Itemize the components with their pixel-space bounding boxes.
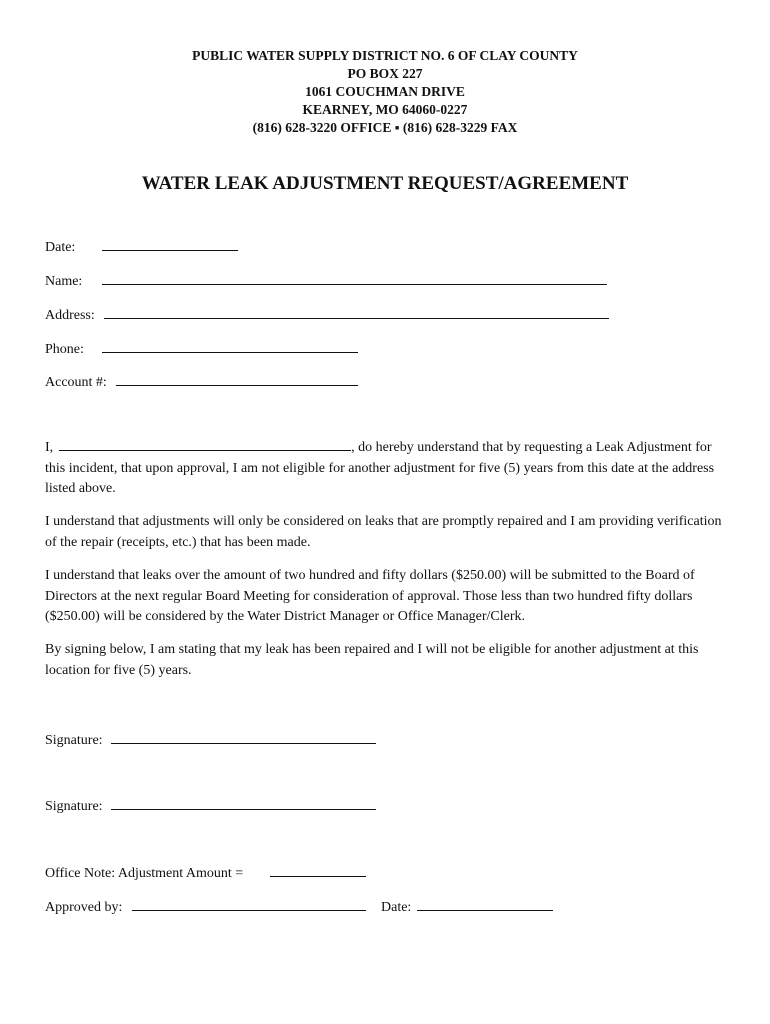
name-field[interactable] [102, 270, 607, 285]
address-label: Address: [45, 308, 95, 323]
signature-row-2 [45, 795, 376, 815]
signature-label-2: Signature: [45, 799, 103, 814]
date-row [45, 236, 238, 256]
street-address: 1061 COUCHMAN DRIVE [305, 84, 465, 99]
approval-date-field[interactable] [417, 896, 553, 911]
phone-fax: (816) 628-3220 OFFICE ▪ (816) 628-3229 FAX [252, 120, 518, 135]
signature-label-1: Signature: [45, 733, 103, 748]
account-label: Account #: [45, 375, 107, 390]
printed-name-field[interactable] [59, 437, 351, 451]
phone-label: Phone: [45, 342, 84, 357]
repair-verification-paragraph: I understand that adjustments will only be considered on leaks that are promptly repaired and I am providing verification of the repair (receipts, etc.) that has been made. [45, 514, 722, 550]
date-label: Date: [45, 240, 76, 255]
po-box: PO BOX 227 [347, 66, 423, 81]
signature-row-1 [45, 729, 376, 749]
office-note-label: Office Note: Adjustment Amount = [45, 866, 244, 881]
phone-row [45, 338, 358, 358]
signature-field-1[interactable] [111, 729, 376, 744]
district-name: PUBLIC WATER SUPPLY DISTRICT NO. 6 OF CLAY COUNTY [192, 48, 578, 63]
form-title: WATER LEAK ADJUSTMENT REQUEST/AGREEMENT [141, 173, 629, 194]
account-row [45, 371, 358, 391]
acknowledgement-paragraph [45, 437, 735, 500]
p1-text: , do hereby understand that by requesting a Leak Adjustment for this incident, that upon approval, I am not eligible for another adjustment for five (5) years from this date at the address listed above. [45, 440, 715, 496]
p1-prefix: I, [45, 440, 54, 455]
approved-by-row [45, 896, 366, 916]
approved-by-label: Approved by: [45, 900, 123, 915]
signature-field-2[interactable] [111, 795, 376, 810]
approved-by-field[interactable] [132, 896, 366, 911]
board-approval-paragraph: I understand that leaks over the amount of two hundred and fifty dollars ($250.00) will be submitted to the Board of Directors at the next regular Board Meeting for consideration of approval. Those less than two hundred fifty dollars ($250.00) will be considered by the Water District Manager or Office Manager/Clerk. [45, 568, 695, 624]
signing-statement-paragraph: By signing below, I am stating that my leak has been repaired and I will not be eligible for another adjustment at this location for five (5) years. [45, 642, 699, 678]
address-field[interactable] [104, 304, 609, 319]
approval-date-row [381, 896, 553, 916]
name-label: Name: [45, 274, 83, 289]
office-note-row [45, 862, 366, 882]
city-state-zip: KEARNEY, MO 64060-0227 [302, 102, 468, 117]
address-row [45, 304, 609, 324]
date-field[interactable] [102, 236, 238, 251]
adjustment-amount-field[interactable] [270, 862, 366, 877]
phone-field[interactable] [102, 338, 358, 353]
district-header [0, 47, 770, 137]
account-field[interactable] [116, 371, 358, 386]
approval-date-label: Date: [381, 900, 412, 915]
name-row [45, 270, 607, 290]
